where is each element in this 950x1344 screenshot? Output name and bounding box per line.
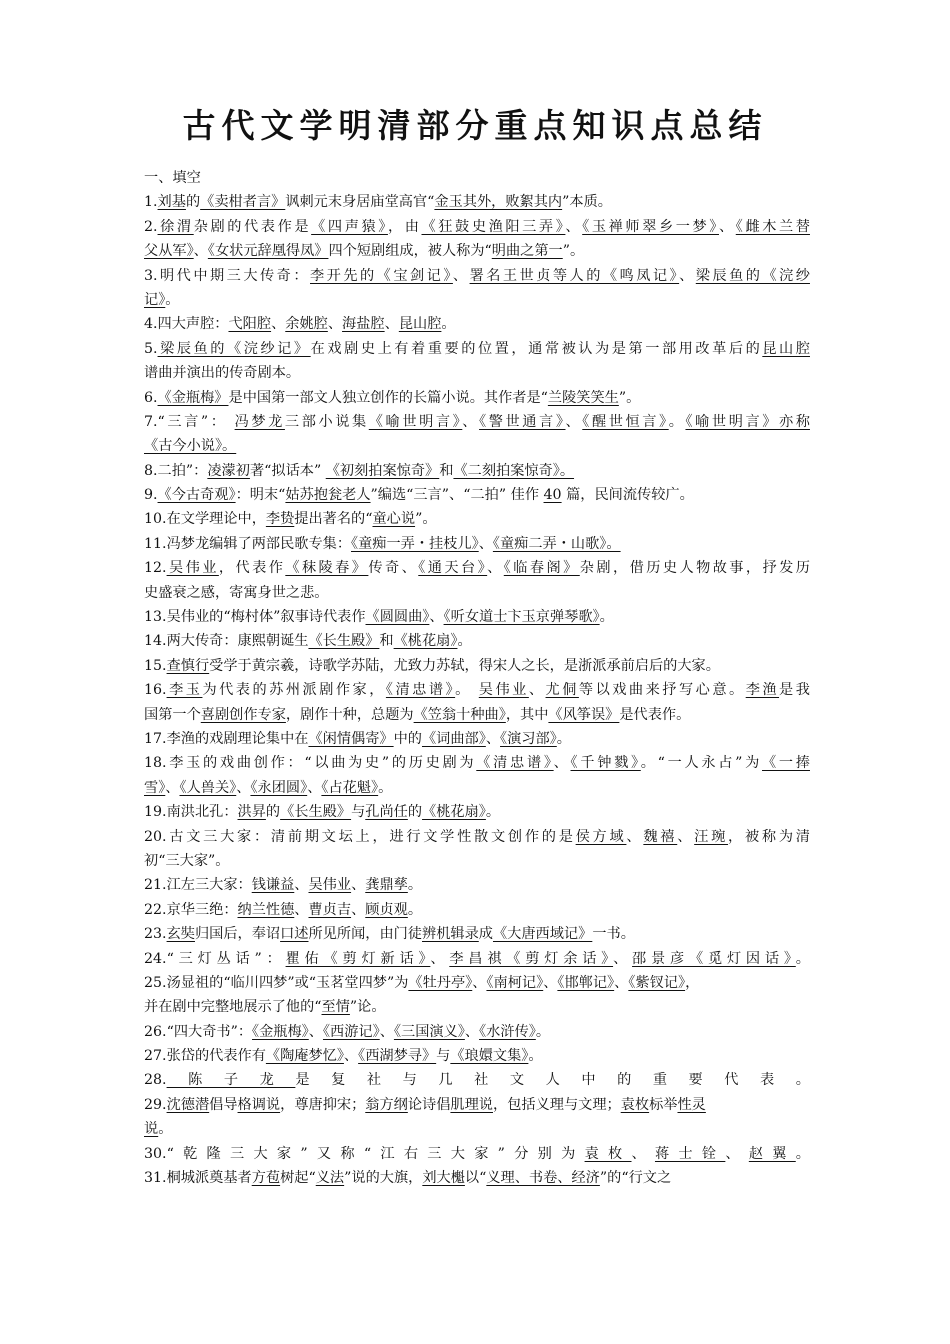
text-segment: 、 (351, 901, 366, 918)
underlined-answer: 翁方纲 (365, 1096, 408, 1113)
underlined-answer: 《今古奇观》 (157, 487, 236, 504)
underlined-answer: 孔尚任 (365, 804, 408, 821)
text-segment: 归国后，奉诏 (194, 926, 281, 943)
underlined-answer: 《琅嬛文集》 (450, 1048, 529, 1065)
underlined-answer: 顾贞观 (365, 901, 408, 918)
text-segment: 、 (718, 218, 736, 235)
underlined-answer: 性灵 (677, 1096, 706, 1113)
text-segment: 讽刺元末身居庙堂高官“ (285, 194, 435, 211)
text-line (144, 873, 810, 897)
text-segment: 。 (599, 609, 614, 626)
text-segment: 是代表作。 (619, 706, 691, 723)
text-segment: 19.南洪北孔： (144, 804, 238, 821)
underlined-answer: 《牡丹亭》 (408, 974, 473, 991)
text-line (144, 1068, 810, 1092)
text-segment: 22.京华三绝： (144, 901, 238, 918)
text-line (144, 532, 810, 556)
text-segment: 。 (485, 804, 501, 821)
text-segment: 倡导 (209, 1096, 238, 1113)
text-segment: 、 (193, 243, 208, 260)
text-segment: 和 (439, 462, 454, 479)
text-segment: 中的 (393, 730, 422, 747)
text-segment: 著“拟话本” (249, 462, 326, 479)
text-segment: 15. (144, 657, 167, 674)
text-line (144, 1093, 810, 1117)
text-segment: 、 (462, 413, 480, 430)
underlined-answer: 《喻世明言》 (368, 413, 463, 430)
underlined-answer: 曹贞吉 (308, 901, 352, 918)
text-segment: 5. (144, 340, 158, 357)
text-segment: 杂剧，借历史人物故事，抒发历 (579, 560, 810, 577)
text-segment: 16. (144, 682, 167, 699)
text-line (144, 703, 810, 727)
underlined-answer: 《词曲部》 (421, 730, 486, 747)
text-segment: ”本质。 (562, 194, 612, 211)
text-segment: 2. (144, 218, 158, 235)
text-segment: 树起“ (280, 1170, 316, 1187)
text-segment: 。 (165, 291, 180, 308)
text-line (144, 947, 810, 971)
underlined-answer: 侯方域 (575, 828, 627, 845)
underlined-answer: 洪昇 (237, 804, 266, 821)
underlined-answer: 昆山腔 (398, 316, 442, 333)
underlined-answer: 《占花魁》 (321, 779, 379, 796)
underlined-answer: 邵景彦《觅灯因话》 (632, 950, 796, 967)
text-segment: ”。 (562, 243, 585, 260)
text-segment: 、 (528, 682, 546, 699)
underlined-answer: 袁枚 (620, 1096, 650, 1113)
document-body (144, 166, 810, 1190)
text-line (144, 483, 810, 507)
text-line (144, 386, 810, 410)
underlined-answer: 《风筝误》 (548, 706, 620, 723)
text-segment: 在戏剧史上有着重要的位置，通常被认为是第一部用改革后的 (310, 340, 763, 357)
text-segment: 三部小说集 (284, 413, 369, 430)
underlined-answer: 《一捧 (762, 755, 810, 772)
text-segment: ”论。 (349, 999, 386, 1016)
text-segment: 23. (144, 926, 167, 943)
underlined-answer: 李贽 (265, 511, 295, 528)
underlined-answer: 《桃花扇》 (393, 633, 458, 650)
text-segment: ”编选“三言”、“二拍” 佳作 (370, 487, 544, 504)
underlined-answer: 《喻世明言》亦称 (685, 413, 810, 430)
text-segment: 17.李渔的戏剧理论集中在 (144, 730, 309, 747)
text-segment: 、 (464, 1023, 480, 1040)
underlined-answer: 陈子龙 (166, 1072, 296, 1089)
underlined-answer: 冯梦龙 (234, 413, 285, 430)
text-segment: ，代表作 (218, 560, 286, 577)
underlined-answer: 《演习部》 (500, 730, 557, 747)
text-segment: 四个短剧组成，被人称为“ (328, 243, 492, 260)
text-line (144, 922, 810, 946)
text-segment: 、 (626, 828, 644, 845)
text-segment: 、 (613, 950, 633, 967)
text-segment: 。 (535, 1023, 551, 1040)
text-segment: 24.“三灯丛话”： (144, 950, 286, 967)
underlined-answer: 《金瓶梅》 (157, 389, 229, 406)
text-line (144, 1166, 810, 1190)
text-segment: 9. (144, 487, 158, 504)
text-line (144, 166, 810, 190)
underlined-answer: 署名王世贞等人的《鸣凤记》 (469, 267, 680, 284)
text-segment: 和 (379, 633, 394, 650)
underlined-answer: 肌理说 (450, 1096, 493, 1113)
underlined-answer: 纳兰性德 (237, 901, 295, 918)
text-segment: 的 (407, 804, 423, 821)
text-segment: 30.“乾隆三大家”又称“江右三大家”分别为 (144, 1145, 585, 1162)
text-segment: 、 (677, 828, 695, 845)
underlined-answer: 《童痴一弄・挂枝儿》 (351, 535, 479, 552)
document-title: 古代文学明清部分重点知识点总结 (182, 106, 768, 145)
text-segment: 、 (725, 1145, 749, 1162)
text-line (144, 605, 810, 629)
text-segment: 等以戏曲来抒写心意。 (578, 682, 746, 699)
underlined-answer: 《秣陵春》 (285, 560, 369, 577)
text-segment: 论诗倡 (407, 1096, 451, 1113)
underlined-answer: 方苞 (251, 1170, 281, 1187)
text-segment: 、 (165, 779, 180, 796)
underlined-answer: 蒋士铨 (654, 1145, 726, 1162)
text-line (144, 995, 810, 1019)
underlined-answer: 《玉禅师翠乡一梦》 (582, 218, 719, 235)
underlined-answer: 吴伟业 (478, 682, 529, 699)
underlined-answer: 玄奘 (166, 926, 195, 943)
text-line (144, 459, 810, 483)
underlined-answer: 梁辰鱼的《浣纱记》 (157, 340, 311, 357)
text-line (144, 337, 810, 361)
text-segment: 、 (553, 755, 571, 772)
text-segment: 20.古文三大家：清前期文坛上，进行文学性散文创作的是 (144, 828, 576, 845)
text-segment: 8.二拍”： (144, 462, 208, 479)
text-line (144, 264, 810, 288)
text-line (144, 190, 810, 214)
text-segment: 14.两大传奇：康熙朝诞生 (144, 633, 309, 650)
text-line (144, 1117, 810, 1141)
text-line (144, 849, 810, 873)
text-segment: 。 (378, 779, 393, 796)
underlined-answer: 尤侗 (545, 682, 579, 699)
underlined-answer: 金玉其外，败絮其内 (434, 194, 563, 211)
text-line (144, 654, 810, 678)
text-segment: 、 (327, 316, 343, 333)
underlined-answer: 梁辰鱼的《浣纱 (695, 267, 810, 284)
text-segment: 、 (294, 901, 309, 918)
text-segment: 、 (236, 779, 251, 796)
text-segment: 29. (144, 1096, 167, 1113)
text-segment: 、 (565, 413, 583, 430)
underlined-answer: 《三国演义》 (393, 1023, 465, 1040)
underlined-answer: 《笠翁十种曲》 (413, 706, 506, 723)
underlined-answer: 《桃花扇》 (422, 804, 486, 821)
underlined-answer: 汪琬 (694, 828, 729, 845)
text-line (144, 361, 810, 385)
underlined-answer: 《女状元辞凰得凤》 (207, 243, 329, 260)
text-segment: 18.李玉的戏曲创作：“以曲为史”的历史剧为 (144, 755, 477, 772)
underlined-answer: 兰陵笑笑生 (547, 389, 619, 406)
text-segment: 与 (436, 1048, 451, 1065)
text-segment: 、 (384, 316, 399, 333)
text-segment: 、 (487, 560, 504, 577)
text-line (144, 751, 810, 775)
text-segment: 。 (668, 413, 686, 430)
text-segment: 、 (379, 1023, 394, 1040)
text-segment: 6. (144, 389, 158, 406)
text-segment: 7.“三言”： (144, 413, 235, 430)
text-segment: 、 (614, 974, 629, 991)
text-line (144, 727, 810, 751)
text-segment: 12. (144, 560, 167, 577)
underlined-answer: 李玉 (166, 682, 203, 699)
text-line (144, 288, 810, 312)
text-line (144, 507, 810, 531)
underlined-answer: 《闲情偶寄》 (308, 730, 394, 747)
text-segment: 、 (452, 267, 470, 284)
underlined-answer: 袁枚 (584, 1145, 632, 1162)
text-segment: 。 (528, 1048, 543, 1065)
underlined-answer: 徐渭 (157, 218, 194, 235)
text-segment: 、 (308, 1023, 323, 1040)
underlined-answer: 《通天台》 (418, 560, 488, 577)
text-segment: 是复社与几社文人中的重要代表。 (295, 1072, 810, 1089)
underlined-answer: 海盐腔 (342, 316, 385, 333)
underlined-answer: 《卖柑者言》 (200, 194, 286, 211)
underlined-answer: 义理、书卷、经济 (486, 1170, 600, 1187)
text-segment: 。 (795, 950, 810, 967)
underlined-answer: 李开先的《宝剑记》 (310, 267, 453, 284)
text-segment: 传奇、 (368, 560, 419, 577)
underlined-answer: 《狂鼓史渔阳三弄》 (421, 218, 566, 235)
underlined-answer: 格调说 (237, 1096, 281, 1113)
underlined-answer: 凌濛初 (207, 462, 250, 479)
text-line (144, 629, 810, 653)
underlined-answer: 《雌木兰替 (735, 218, 810, 235)
text-segment: 杂剧的代表作是 (193, 218, 312, 235)
text-segment: 、 (351, 877, 366, 894)
text-segment: 、 (343, 1048, 359, 1065)
underlined-answer: 辨机辑录 (422, 926, 479, 943)
text-segment: 是中国第一部文人独立创作的长篇小说。其作者是“ (228, 389, 548, 406)
underlined-answer: 《警世通言》 (479, 413, 566, 430)
text-segment: ，剧作十种，总题为 (285, 706, 414, 723)
underlined-answer: 查慎行 (166, 657, 210, 674)
underlined-answer: 说 (144, 1121, 159, 1138)
text-line (144, 971, 810, 995)
text-segment: 1. (144, 194, 158, 211)
underlined-answer: 龚鼎孳 (365, 877, 408, 894)
text-segment: 谱曲并演出的传奇剧本。 (144, 365, 301, 382)
text-segment: 、 (472, 974, 487, 991)
underlined-answer: 余姚腔 (285, 316, 328, 333)
text-segment: 11.冯梦龙编辑了两部民歌专集： (144, 535, 352, 552)
underlined-answer: 姑苏抱瓮老人 (285, 487, 371, 504)
text-segment: 21.江左三大家： (144, 877, 252, 894)
text-segment: ”说的大旗， (344, 1170, 423, 1187)
text-line (144, 215, 810, 239)
text-line (144, 581, 810, 605)
underlined-answer: 《四声猿》 (311, 218, 388, 235)
underlined-answer: 记》 (144, 291, 166, 308)
underlined-answer: 《大唐西域记》 (492, 926, 593, 943)
text-segment: ”的“行文之 (599, 1170, 672, 1187)
text-segment: 一、填空 (144, 170, 201, 186)
underlined-answer: 《圆圆曲》 (365, 609, 430, 626)
text-segment: 。 (407, 877, 423, 894)
underlined-answer: 《听女道士卞玉京弹琴歌》 (443, 609, 600, 626)
underlined-answer: 《西游记》 (322, 1023, 380, 1040)
text-segment: 成 (478, 926, 493, 943)
text-segment: 与 (351, 804, 366, 821)
text-segment: 。 (795, 1145, 810, 1162)
underlined-answer: 《水浒传》 (479, 1023, 536, 1040)
text-segment: 。 (556, 730, 571, 747)
text-segment: ，包括义理与文理； (493, 1096, 621, 1113)
text-segment: 4.四大声腔： (144, 316, 229, 333)
text-line (144, 1044, 810, 1068)
text-line (144, 898, 810, 922)
underlined-answer: 《西湖梦寻》 (358, 1048, 437, 1065)
underlined-answer: 吴伟业 (166, 560, 219, 577)
underlined-answer: 父从军》 (144, 243, 194, 260)
underlined-answer: 《长生殿》 (280, 804, 352, 821)
text-segment: 的 (265, 804, 281, 821)
underlined-answer: 至情 (321, 999, 350, 1016)
text-segment: ”。 (618, 389, 641, 406)
text-line (144, 776, 810, 800)
text-segment: 、 (565, 218, 583, 235)
underlined-answer: 童心说 (372, 511, 416, 528)
text-segment: 的 (185, 194, 201, 211)
underlined-answer: 沈德潜 (166, 1096, 210, 1113)
underlined-answer: 《清忠谱》 (385, 682, 456, 699)
text-segment: 、 (679, 267, 696, 284)
text-segment: 史盛衰之感，寄寓身世之悲。 (144, 584, 329, 601)
underlined-answer: 赵翼 (748, 1145, 796, 1162)
underlined-answer: 李渔 (745, 682, 780, 699)
text-segment: 13.吴伟业的“梅村体”叙事诗代表作 (144, 609, 366, 626)
text-line (144, 434, 810, 458)
underlined-answer: 喜剧创作专家 (200, 706, 286, 723)
text-segment: 、 (430, 950, 450, 967)
text-line (144, 556, 810, 580)
text-segment: 一书。 (592, 926, 635, 943)
text-segment: 27.张岱的代表作有 (144, 1048, 266, 1065)
text-line (144, 239, 810, 263)
underlined-answer: 《清忠谱》 (476, 755, 554, 772)
text-segment: 。“一人永占”为 (640, 755, 763, 772)
text-segment: 、 (294, 877, 309, 894)
text-segment: 所见所闻，由门徒 (308, 926, 423, 943)
underlined-answer: 魏禧 (643, 828, 678, 845)
text-segment: 、 (543, 974, 558, 991)
underlined-answer: 刘大櫆 (422, 1170, 465, 1187)
underlined-answer: 《初刻拍案惊奇》 (325, 462, 440, 479)
underlined-answer: 《邯郸记》 (557, 974, 615, 991)
text-segment: 提出著名的“ (294, 511, 373, 528)
text-segment: 国第一个 (144, 706, 201, 723)
text-segment: 标举 (649, 1096, 678, 1113)
text-segment: 26.“四大奇书”： (144, 1023, 253, 1040)
text-line (144, 410, 810, 434)
text-segment: 、 (307, 779, 322, 796)
text-segment: 、 (271, 316, 286, 333)
underlined-answer: 《二刻拍案惊奇》。 (453, 462, 575, 479)
underlined-answer: 弋阳腔 (228, 316, 272, 333)
underlined-answer: 昆山腔 (762, 340, 810, 357)
text-segment: 是我 (779, 682, 810, 699)
text-segment: 以“ (464, 1170, 487, 1187)
text-segment: ，尊唐抑宋； (280, 1096, 366, 1113)
text-line (144, 678, 810, 702)
underlined-answer: 钱谦益 (251, 877, 295, 894)
underlined-answer: 40 (543, 487, 562, 504)
underlined-answer: 《醒世恒言》 (582, 413, 669, 430)
text-segment: 、 (478, 535, 493, 552)
text-segment: ，其中 (505, 706, 549, 723)
text-segment: ：明末“ (235, 487, 286, 504)
underlined-answer: 李昌祺《剪灯余话》 (449, 950, 614, 967)
underlined-answer: 刘基 (157, 194, 186, 211)
text-line (144, 1020, 810, 1044)
text-segment: 31.桐城派奠基者 (144, 1170, 252, 1187)
text-segment: 。 (158, 1121, 173, 1138)
text-segment: 并在剧中完整地展示了他的“ (144, 999, 322, 1016)
underlined-answer: 瞿佑《剪灯新话》 (285, 950, 431, 967)
text-segment: 。 (407, 901, 423, 918)
underlined-answer: 吴伟业 (308, 877, 352, 894)
text-segment: ”。 (415, 511, 437, 528)
underlined-answer: 《永团圆》 (250, 779, 308, 796)
text-segment: 。 (441, 316, 456, 333)
text-segment: ，被称为清 (728, 828, 810, 845)
text-segment: 、 (429, 609, 444, 626)
underlined-answer: 《金瓶梅》 (252, 1023, 309, 1040)
text-segment: 、 (631, 1145, 655, 1162)
underlined-answer: 《紫钗记》 (628, 974, 686, 991)
text-segment: 、 (485, 730, 501, 747)
underlined-answer: 口述 (280, 926, 309, 943)
underlined-answer: 《童痴二弄・山歌》。 (492, 535, 621, 552)
text-segment: ， (685, 974, 700, 991)
text-line (144, 825, 810, 849)
text-segment: 初“三大家”。 (144, 852, 230, 869)
underlined-answer: 雪》 (144, 779, 166, 796)
underlined-answer: 《长生殿》 (308, 633, 380, 650)
text-segment: 。 (455, 682, 479, 699)
text-segment: 28. (144, 1072, 167, 1089)
text-segment: 为代表的苏州派剧作家， (202, 682, 386, 699)
underlined-answer: 义法 (315, 1170, 345, 1187)
text-segment: 25.汤显祖的“临川四梦”或“玉茗堂四梦”为 (144, 974, 409, 991)
text-segment: 10.在文学理论中， (144, 511, 266, 528)
text-segment: 篇，民间流传较广。 (561, 487, 694, 504)
underlined-answer: 《古今小说》。 (144, 438, 237, 455)
text-line (144, 1142, 810, 1166)
underlined-answer: 《临春阁》 (503, 560, 580, 577)
underlined-answer: 《陶庵梦忆》 (265, 1048, 344, 1065)
underlined-answer: 明曲之第一 (491, 243, 563, 260)
underlined-answer: 《人兽关》 (179, 779, 237, 796)
text-segment: 。 (457, 633, 472, 650)
text-segment: ，由 (387, 218, 422, 235)
underlined-answer: 《南柯记》 (486, 974, 544, 991)
text-segment: 受学于黄宗羲，诗歌学苏陆，尤致力苏轼，得宋人之长，是浙派承前启后的大家。 (209, 657, 720, 674)
text-line (144, 800, 810, 824)
text-line (144, 312, 810, 336)
text-segment: 3.明代中期三大传奇： (144, 267, 310, 284)
underlined-answer: 《千钟戮》 (570, 755, 641, 772)
